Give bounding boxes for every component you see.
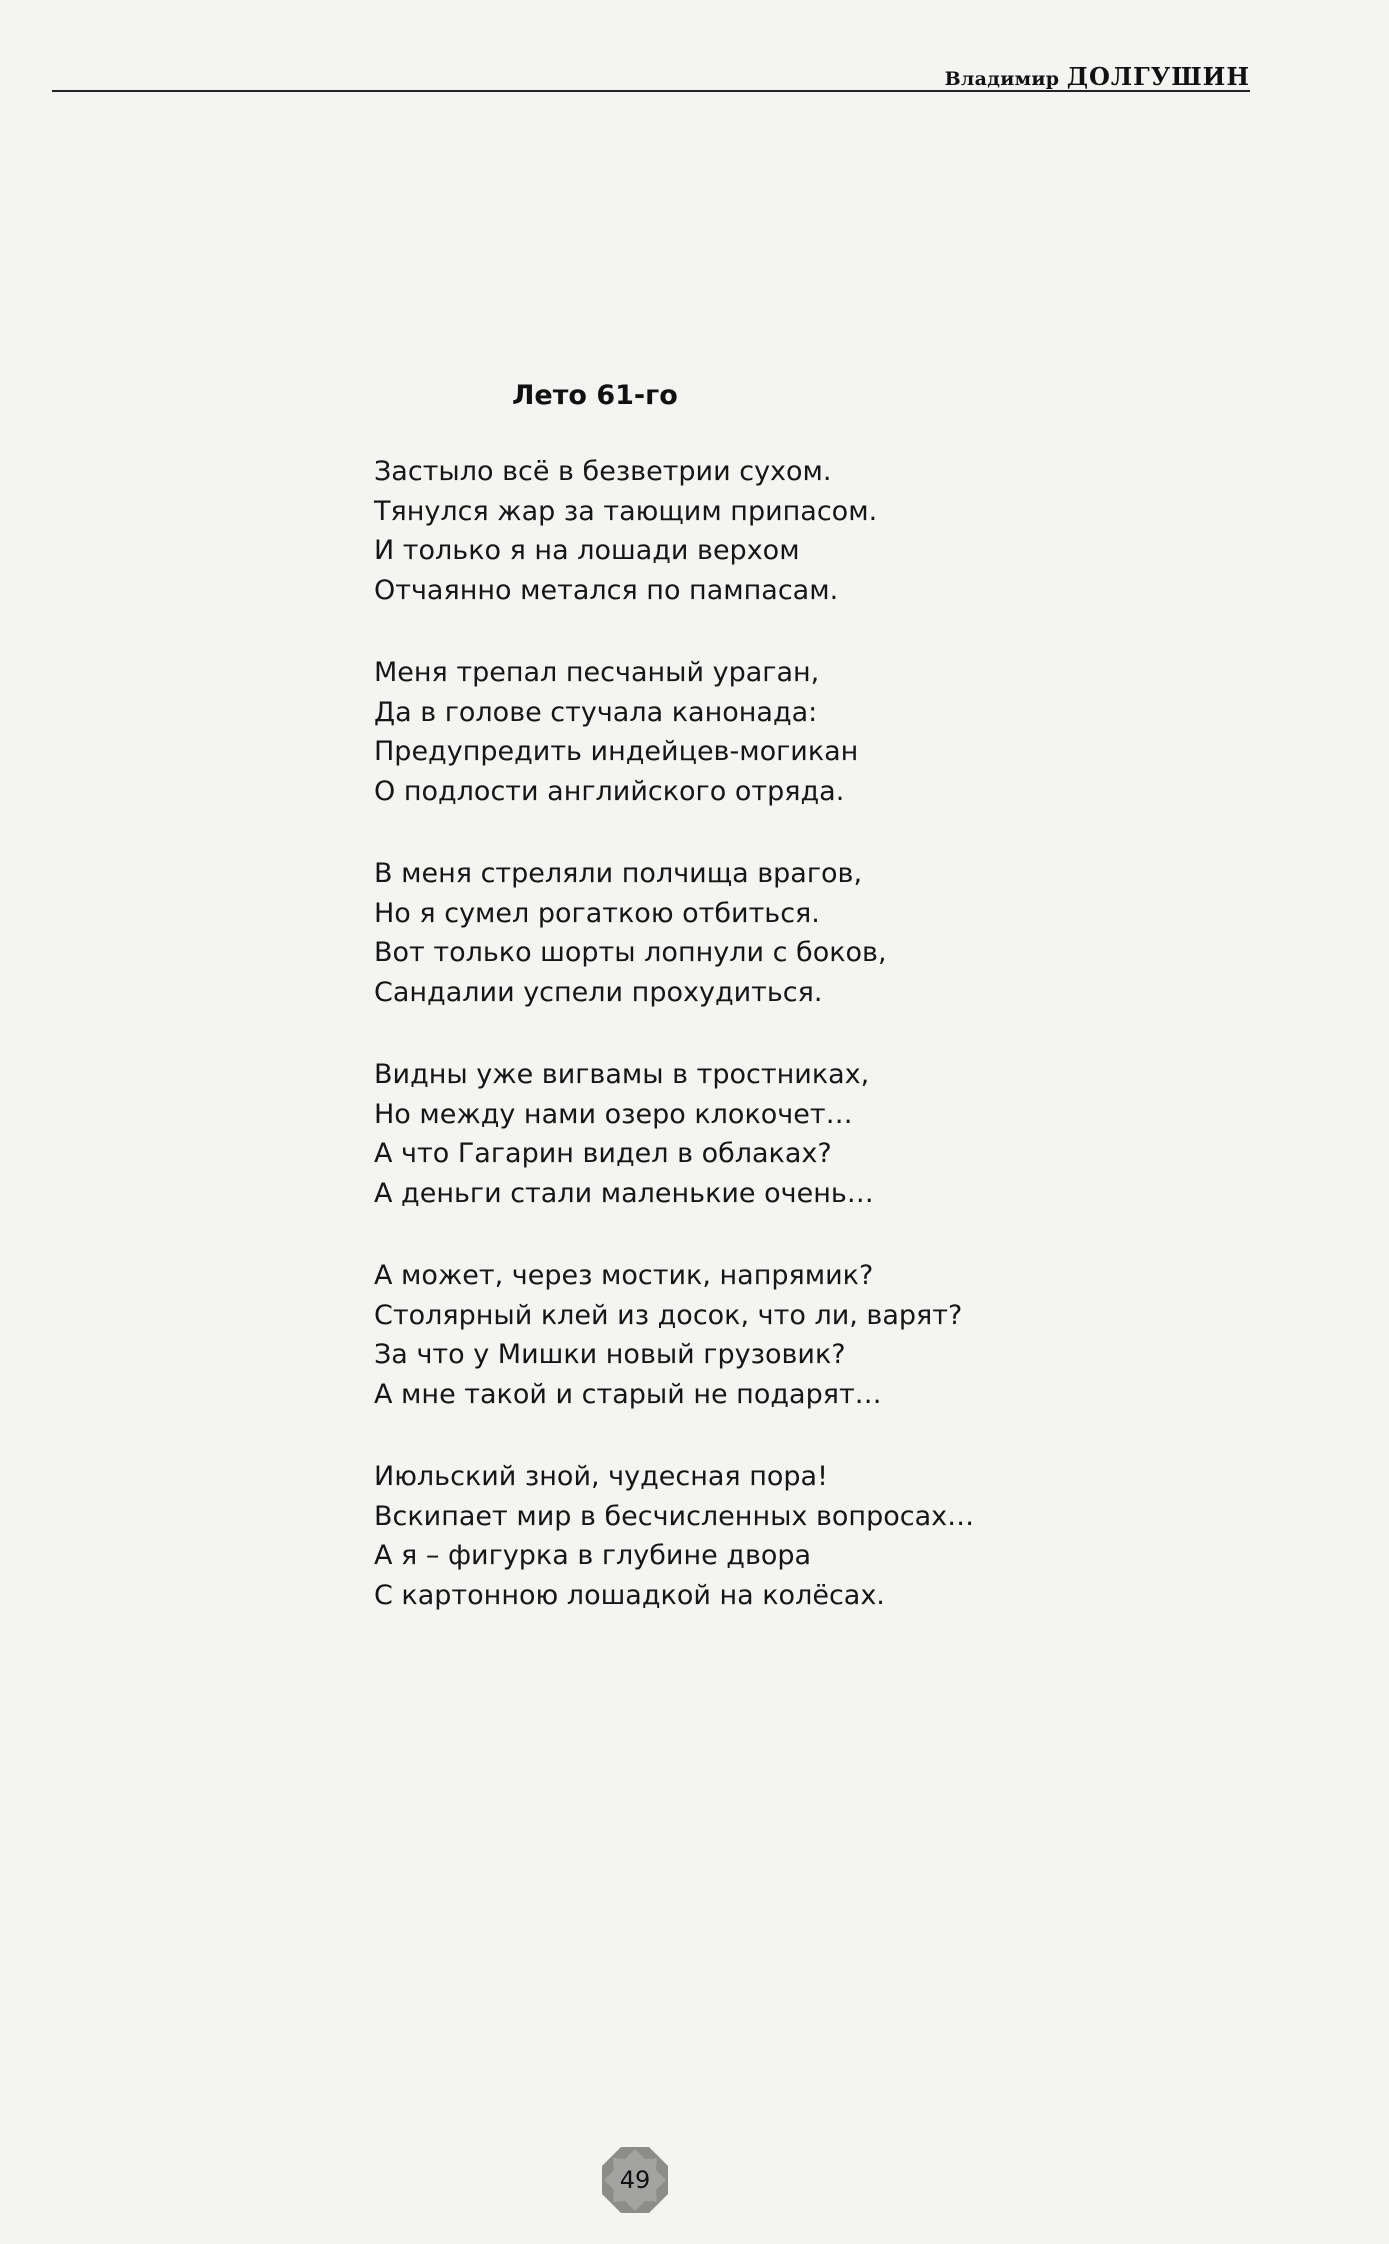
poem-line: Видны уже вигвамы в тростниках, bbox=[374, 1059, 870, 1090]
poem-line: Застыло всё в безветрии сухом. bbox=[374, 456, 832, 487]
running-head bbox=[945, 62, 1250, 91]
page-header bbox=[52, 62, 1250, 92]
poem-line: А может, через мостик, напрямик? bbox=[374, 1260, 874, 1291]
poem-line: Тянулся жар за тающим припасом. bbox=[374, 495, 878, 527]
stanza-1 bbox=[374, 452, 1094, 610]
poem-line: За что у Мишки новый грузовик? bbox=[374, 1339, 846, 1370]
stanza-3 bbox=[374, 854, 1094, 1012]
poem-line: О подлости английского отряда. bbox=[374, 775, 845, 807]
page-number-badge bbox=[601, 2146, 669, 2214]
poem-line: Меня трепал песчаный ураган, bbox=[374, 657, 820, 688]
poem-line: Предупредить индейцев-могикан bbox=[374, 736, 859, 767]
poem-line: С картонною лошадкой на колёсах. bbox=[374, 1579, 885, 1611]
stanza-4 bbox=[374, 1055, 1094, 1213]
stanza-2 bbox=[374, 653, 1094, 811]
stanza-5 bbox=[374, 1256, 1094, 1414]
poem-line: А мне такой и старый не подарят… bbox=[374, 1378, 882, 1410]
poem-line: Отчаянно метался по пампасам. bbox=[374, 574, 839, 606]
poem-line: Столярный клей из досок, что ли, варят? bbox=[374, 1299, 963, 1331]
poem-line: А я – фигурка в глубине двора bbox=[374, 1540, 812, 1571]
poem-line: Но между нами озеро клокочет… bbox=[374, 1098, 853, 1130]
poem-line: А что Гагарин видел в облаках? bbox=[374, 1138, 832, 1169]
author-last-name: ДОЛГУШИН bbox=[1066, 62, 1250, 91]
page-number: 49 bbox=[619, 2166, 651, 2194]
poem-title: Лето 61-го bbox=[512, 380, 678, 411]
poem-line: В меня стреляли полчища врагов, bbox=[374, 858, 863, 889]
poem-line: Июльский зной, чудесная пора! bbox=[374, 1461, 828, 1492]
poem-line: Сандалии успели прохудиться. bbox=[374, 976, 823, 1008]
poem-line: И только я на лошади верхом bbox=[374, 535, 800, 566]
poem-line: Вскипает мир в бесчисленных вопросах… bbox=[374, 1500, 975, 1532]
poem-line: Но я сумел рогаткою отбиться. bbox=[374, 897, 820, 929]
header-rule bbox=[52, 90, 1250, 92]
stanza-6 bbox=[374, 1457, 1094, 1615]
author-first-name: Владимир bbox=[944, 68, 1060, 90]
poem-line: Да в голове стучала канонада: bbox=[374, 696, 818, 728]
poem-line: Вот только шорты лопнули с боков, bbox=[374, 937, 887, 968]
poem-body bbox=[374, 452, 1094, 1658]
poem-line: А деньги стали маленькие очень… bbox=[374, 1177, 874, 1209]
